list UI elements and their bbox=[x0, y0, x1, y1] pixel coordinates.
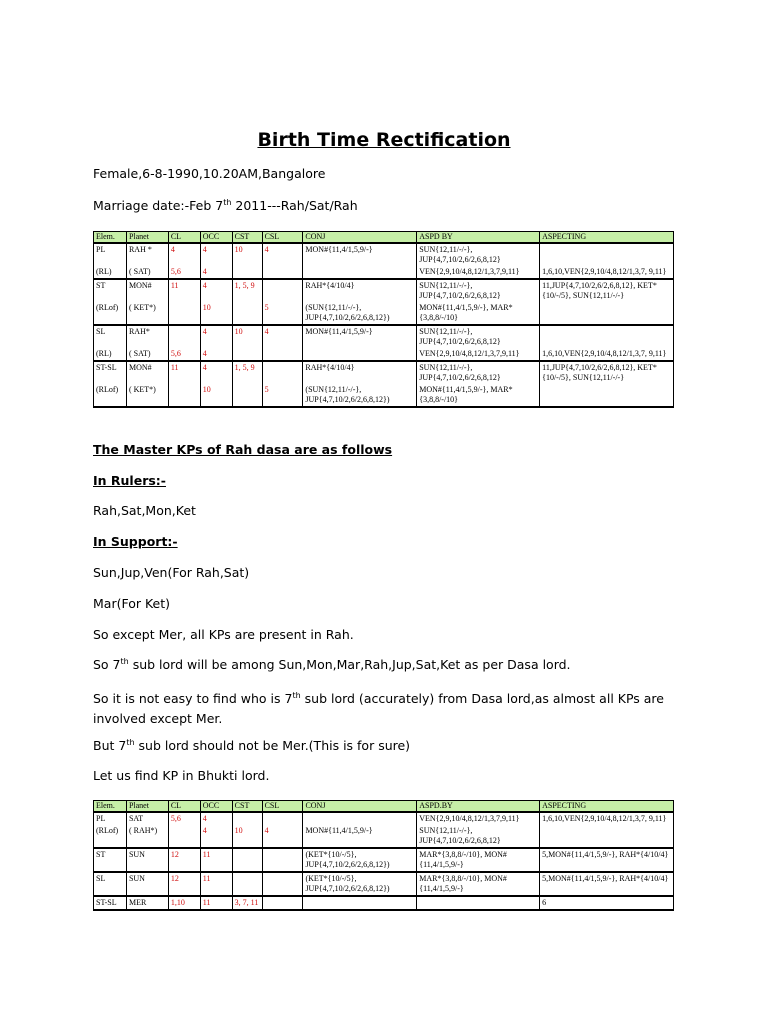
table-cell: (RLof) bbox=[94, 384, 127, 407]
table-cell: ( SAT) bbox=[126, 348, 168, 361]
paragraph-not-mer bbox=[93, 738, 410, 753]
table-cell: MON#{11,4/1,5,9/-} bbox=[303, 325, 417, 348]
table-cell: 4 bbox=[262, 825, 303, 848]
table-cell bbox=[417, 896, 540, 910]
col-header: CSL bbox=[262, 801, 303, 813]
table-cell bbox=[262, 896, 303, 910]
table-cell: 1,6,10,VEN{2,9,10/4,8,12/1,3,7, 9,11} bbox=[540, 812, 674, 825]
table-cell: 5,MON#{11,4/1,5,9/-}, RAH*{4/10/4} bbox=[540, 848, 674, 872]
table-cell bbox=[262, 279, 303, 302]
table-cell: (RLof) bbox=[94, 825, 127, 848]
table-cell: SUN bbox=[126, 872, 168, 896]
text-run: So 7 bbox=[93, 657, 121, 673]
table-cell bbox=[262, 348, 303, 361]
table-cell bbox=[168, 302, 200, 325]
table-cell: SUN{12,11/-/-}, JUP{4,7,10/2,6/2,6,8,12} bbox=[417, 325, 540, 348]
master-kps-heading: The Master KPs of Rah dasa are as follows bbox=[93, 442, 393, 457]
table-cell bbox=[540, 243, 674, 266]
support-text-ket: Mar(For Ket) bbox=[93, 596, 171, 611]
table-cell: 1, 5, 9 bbox=[232, 279, 262, 302]
table-cell bbox=[232, 872, 262, 896]
text-run: So it is not easy to find who is 7 bbox=[93, 691, 293, 707]
support-heading: In Support:- bbox=[93, 534, 178, 549]
superscript: th bbox=[120, 657, 129, 666]
table-cell bbox=[262, 812, 303, 825]
table-cell: SL bbox=[94, 872, 127, 896]
kp-table-dasa bbox=[93, 231, 674, 408]
table-cell bbox=[303, 348, 417, 361]
table-cell: 4 bbox=[200, 812, 232, 825]
table-row bbox=[94, 812, 674, 825]
col-header: ASPECTING bbox=[540, 801, 674, 813]
table-cell: RAH* bbox=[126, 325, 168, 348]
table-cell: PL bbox=[94, 243, 127, 266]
col-header: CL bbox=[168, 801, 200, 813]
table-cell: 10 bbox=[200, 302, 232, 325]
table-cell: SAT bbox=[126, 812, 168, 825]
col-header: CL bbox=[168, 232, 200, 244]
col-header: Elem. bbox=[94, 232, 127, 244]
table-cell: 5,MON#{11,4/1,5,9/-}, RAH*{4/10/4} bbox=[540, 872, 674, 896]
table-cell: 4 bbox=[200, 279, 232, 302]
text-run: sub lord should not be Mer.(This is for sure) bbox=[134, 738, 411, 754]
table-cell: 10 bbox=[200, 384, 232, 407]
table-cell: SUN{12,11/-/-}, JUP{4,7,10/2,6/2,6,8,12} bbox=[417, 825, 540, 848]
table-cell: 10 bbox=[232, 243, 262, 266]
table-cell: SUN{12,11/-/-}, JUP{4,7,10/2,6/2,6,8,12} bbox=[417, 361, 540, 384]
table-cell: 5,6 bbox=[168, 812, 200, 825]
table-cell: ( KET*) bbox=[126, 384, 168, 407]
table-cell: 10 bbox=[232, 825, 262, 848]
table-cell: 12 bbox=[168, 872, 200, 896]
table-cell: 4 bbox=[200, 348, 232, 361]
col-header: Planet bbox=[126, 801, 168, 813]
paragraph-bhukti: Let us find KP in Bhukti lord. bbox=[93, 768, 270, 783]
table-cell: RAH*{4/10/4} bbox=[303, 361, 417, 384]
table-cell: MON# bbox=[126, 279, 168, 302]
table-cell bbox=[540, 302, 674, 325]
kp-table-bhukti bbox=[93, 800, 674, 911]
table-cell: 5,6 bbox=[168, 266, 200, 279]
table-cell: 5,6 bbox=[168, 348, 200, 361]
table-cell: (KET*{10/-/5}, JUP{4,7,10/2,6/2,6,8,12}) bbox=[303, 872, 417, 896]
table-cell bbox=[232, 302, 262, 325]
table-cell: MAR*{3,8,8/-/10}, MON#{11,4/1,5,9/-} bbox=[417, 848, 540, 872]
table-cell: 10 bbox=[232, 325, 262, 348]
table-cell: (RL) bbox=[94, 348, 127, 361]
table-cell: ST bbox=[94, 848, 127, 872]
table-row bbox=[94, 243, 674, 266]
table-row bbox=[94, 384, 674, 407]
page-title: Birth Time Rectification bbox=[257, 129, 511, 151]
table-cell bbox=[232, 384, 262, 407]
table-row bbox=[94, 872, 674, 896]
table-cell: (RLof) bbox=[94, 302, 127, 325]
table-cell: RAH*{4/10/4} bbox=[303, 279, 417, 302]
support-text-rah-sat: Sun,Jup,Ven(For Rah,Sat) bbox=[93, 565, 250, 580]
rulers-heading: In Rulers:- bbox=[93, 473, 166, 488]
table-cell: MON#{11,4/1,5,9/-}, MAR*{3,8,8/-/10} bbox=[417, 302, 540, 325]
table-cell: ST-SL bbox=[94, 361, 127, 384]
table-cell: MON#{11,4/1,5,9/-} bbox=[303, 825, 417, 848]
table-row bbox=[94, 302, 674, 325]
col-header: Elem. bbox=[94, 801, 127, 813]
table-cell bbox=[303, 896, 417, 910]
table-cell bbox=[303, 266, 417, 279]
table-cell: 5 bbox=[262, 302, 303, 325]
table-cell: 1,6,10,VEN{2,9,10/4,8,12/1,3,7, 9,11} bbox=[540, 348, 674, 361]
table-cell: MER bbox=[126, 896, 168, 910]
table-cell bbox=[262, 872, 303, 896]
table-cell: SUN{12,11/-/-}, JUP{4,7,10/2,6/2,6,8,12} bbox=[417, 243, 540, 266]
table-cell: 4 bbox=[200, 243, 232, 266]
table-cell: 11 bbox=[200, 848, 232, 872]
table-cell bbox=[232, 348, 262, 361]
table-cell: 11 bbox=[168, 361, 200, 384]
marriage-date-sup: th bbox=[223, 198, 232, 207]
col-header: CSL bbox=[262, 232, 303, 244]
table-cell bbox=[540, 384, 674, 407]
table-cell: (SUN{12,11/-/-}, JUP{4,7,10/2,6/2,6,8,12}) bbox=[303, 384, 417, 407]
table-cell bbox=[168, 325, 200, 348]
table-cell: 6 bbox=[540, 896, 674, 910]
table-cell: MON#{11,4/1,5,9/-}, MAR*{3,8,8/-/10} bbox=[417, 384, 540, 407]
table-cell bbox=[232, 812, 262, 825]
table-cell: 11,JUP{4,7,10/2,6/2,6,8,12}, KET*{10/-/5}, SUN{12,11/-/-} bbox=[540, 361, 674, 384]
table-cell: ST-SL bbox=[94, 896, 127, 910]
table-cell: 4 bbox=[200, 266, 232, 279]
marriage-date-prefix: Marriage date:-Feb 7 bbox=[93, 198, 224, 214]
table-cell: MON# bbox=[126, 361, 168, 384]
marriage-date bbox=[93, 198, 358, 213]
table-header-row bbox=[94, 801, 674, 813]
table-cell: SL bbox=[94, 325, 127, 348]
table-cell: 3, 7, 11 bbox=[232, 896, 262, 910]
superscript: th bbox=[292, 691, 301, 700]
col-header: CONJ bbox=[303, 801, 417, 813]
table-row bbox=[94, 825, 674, 848]
table-row bbox=[94, 325, 674, 348]
table-header-row bbox=[94, 232, 674, 244]
table-cell: ( RAH*) bbox=[126, 825, 168, 848]
table-cell: (SUN{12,11/-/-}, JUP{4,7,10/2,6/2,6,8,12}) bbox=[303, 302, 417, 325]
rulers-text: Rah,Sat,Mon,Ket bbox=[93, 503, 196, 518]
table-cell: VEN{2,9,10/4,8,12/1,3,7,9,11} bbox=[417, 812, 540, 825]
table-cell bbox=[232, 266, 262, 279]
table-cell: 11 bbox=[168, 279, 200, 302]
col-header: ASPD BY bbox=[417, 232, 540, 244]
superscript: th bbox=[126, 738, 135, 747]
table-cell: 1,10 bbox=[168, 896, 200, 910]
table-cell: 11 bbox=[200, 896, 232, 910]
table-cell: 4 bbox=[200, 361, 232, 384]
table-row bbox=[94, 896, 674, 910]
table-cell: ( SAT) bbox=[126, 266, 168, 279]
table-cell: 4 bbox=[168, 243, 200, 266]
table-cell: 1,6,10,VEN{2,9,10/4,8,12/1,3,7, 9,11} bbox=[540, 266, 674, 279]
text-run: sub lord will be among Sun,Mon,Mar,Rah,Jup,Sat,Ket as per Dasa lord. bbox=[128, 657, 571, 673]
table-cell: 4 bbox=[200, 325, 232, 348]
table-cell bbox=[262, 848, 303, 872]
table-cell bbox=[262, 266, 303, 279]
table-cell: 4 bbox=[200, 825, 232, 848]
table-cell: (RL) bbox=[94, 266, 127, 279]
table-cell: 1, 5, 9 bbox=[232, 361, 262, 384]
col-header: OCC bbox=[200, 232, 232, 244]
col-header: OCC bbox=[200, 801, 232, 813]
table-row bbox=[94, 279, 674, 302]
table-cell: 11,JUP{4,7,10/2,6/2,6,8,12}, KET*{10/-/5}, SUN{12,11/-/-} bbox=[540, 279, 674, 302]
table-row bbox=[94, 348, 674, 361]
table-cell bbox=[540, 825, 674, 848]
text-run: sub lord (accurately) from Dasa lord,as almost all KPs are involved except Mer. bbox=[93, 691, 664, 727]
table-row bbox=[94, 848, 674, 872]
col-header: CST bbox=[232, 232, 262, 244]
marriage-date-suffix: 2011---Rah/Sat/Rah bbox=[231, 198, 358, 214]
table-cell: PL bbox=[94, 812, 127, 825]
col-header: CST bbox=[232, 801, 262, 813]
table-cell: 4 bbox=[262, 325, 303, 348]
table-cell bbox=[540, 325, 674, 348]
table-cell: SUN bbox=[126, 848, 168, 872]
paragraph-not-easy bbox=[93, 686, 673, 729]
table-cell: ST bbox=[94, 279, 127, 302]
table-cell bbox=[232, 848, 262, 872]
col-header: Planet bbox=[126, 232, 168, 244]
col-header: ASPD.BY bbox=[417, 801, 540, 813]
text-run: But 7 bbox=[93, 738, 127, 754]
table-cell: 5 bbox=[262, 384, 303, 407]
table-cell: MON#{11,4/1,5,9/-} bbox=[303, 243, 417, 266]
table-cell: 12 bbox=[168, 848, 200, 872]
table-row bbox=[94, 266, 674, 279]
table-cell: 11 bbox=[200, 872, 232, 896]
table-cell: SUN{12,11/-/-}, JUP{4,7,10/2,6/2,6,8,12} bbox=[417, 279, 540, 302]
table-cell bbox=[262, 361, 303, 384]
native-details: Female,6-8-1990,10.20AM,Bangalore bbox=[93, 166, 326, 181]
table-cell bbox=[303, 812, 417, 825]
table-cell: VEN{2,9,10/4,8,12/1,3,7,9,11} bbox=[417, 348, 540, 361]
table-cell: ( KET*) bbox=[126, 302, 168, 325]
table-cell: RAH * bbox=[126, 243, 168, 266]
table-cell: VEN{2,9,10/4,8,12/1,3,7,9,11} bbox=[417, 266, 540, 279]
table-cell: MAR*{3,8,8/-/10}, MON#{11,4/1,5,9/-} bbox=[417, 872, 540, 896]
paragraph-except-mer: So except Mer, all KPs are present in Rah. bbox=[93, 627, 354, 642]
table-cell bbox=[168, 825, 200, 848]
table-cell: (KET*{10/-/5}, JUP{4,7,10/2,6/2,6,8,12}) bbox=[303, 848, 417, 872]
table-row bbox=[94, 361, 674, 384]
table-cell bbox=[168, 384, 200, 407]
col-header: ASPECTING bbox=[540, 232, 674, 244]
table-cell: 4 bbox=[262, 243, 303, 266]
col-header: CONJ bbox=[303, 232, 417, 244]
paragraph-seventh-sub-lord bbox=[93, 657, 571, 672]
